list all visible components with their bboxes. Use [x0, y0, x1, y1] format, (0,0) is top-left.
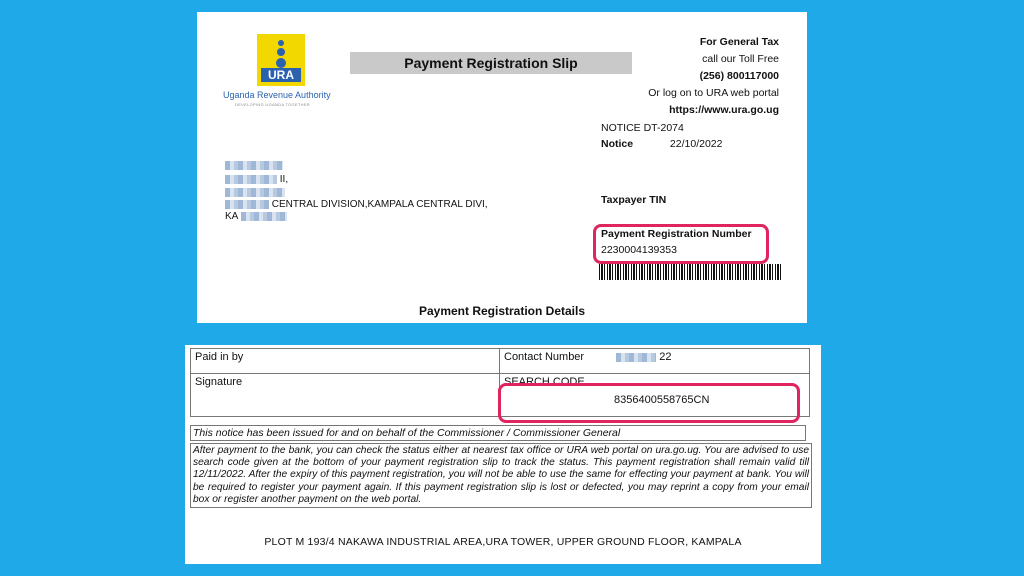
portal-url: https://www.ura.go.ug — [669, 104, 779, 116]
redacted-block — [225, 188, 285, 197]
contact-number-cell — [500, 349, 810, 374]
notice-code: NOTICE DT-2074 — [601, 122, 684, 134]
search-code-highlight — [498, 383, 800, 423]
details-title: Payment Registration Details — [418, 304, 586, 318]
search-code-label: SEARCH CODE — [504, 376, 585, 388]
taxpayer-tin-label: Taxpayer TIN — [601, 194, 667, 206]
redacted-block — [225, 161, 283, 170]
contact-line4: Or log on to URA web portal — [648, 87, 779, 99]
notice-label: Notice — [601, 138, 634, 150]
registration-details — [185, 345, 821, 564]
signature-label: Signature — [191, 374, 500, 417]
contact-line2: call our Toll Free — [702, 53, 779, 65]
table-row — [191, 349, 810, 374]
notice-date-row — [601, 138, 722, 150]
slip-title: Payment Registration Slip — [350, 52, 632, 74]
address-line-1 — [225, 160, 283, 171]
logo-text: URA — [261, 68, 301, 82]
toll-free-number: (256) 800117000 — [699, 70, 779, 82]
redacted-block — [241, 212, 287, 221]
redacted-block — [225, 175, 277, 184]
registration-slip-header — [197, 12, 807, 323]
prn-label: Payment Registration Number — [601, 228, 752, 240]
notice-date: 22/10/2022 — [669, 138, 723, 150]
address-line-3 — [225, 187, 285, 198]
redacted-block — [616, 353, 656, 362]
barcode — [599, 264, 781, 280]
notice-statement: This notice has been issued for and on behalf of the Commissioner / Commissioner General — [190, 425, 806, 441]
footer-address: PLOT M 193/4 NAKAWA INDUSTRIAL AREA,URA TOWER, UPPER GROUND FLOOR, KAMPALA — [264, 536, 742, 548]
ura-logo — [223, 34, 343, 114]
contact-info — [648, 34, 779, 119]
search-code-value: 8356400558765CN — [614, 394, 710, 406]
redacted-block — [225, 200, 269, 209]
address-line-4: CENTRAL DIVISION,KAMPALA CENTRAL DIVI, — [225, 199, 488, 210]
payment-instructions: After payment to the bank, you can check the status either at nearest tax office or URA web portal on ura.go.ug. You are advised to use search code given at the bottom of your payment registration slip to track the status. This payment registration shall remain valid till 12/11/2022. After the expiry of this payment registration, you will not be able to use the same for effecting your payment at bank. You will be required to register your payment again. If this payment registration slip is lost or defected, you may reprint a copy from your email box or register another payment on the web portal. — [190, 443, 812, 508]
org-tagline: DEVELOPING UGANDA TOGETHER — [235, 102, 311, 107]
prn-value: 2230004139353 — [601, 244, 677, 256]
contact-number-label: Contact Number — [504, 351, 585, 363]
logo-mark — [257, 34, 305, 86]
contact-line1: For General Tax — [699, 36, 779, 48]
address-line-2: II, — [225, 174, 288, 185]
org-name: Uganda Revenue Authority — [223, 90, 331, 100]
address-line-5: KA — [225, 211, 287, 222]
paid-in-by-label: Paid in by — [191, 349, 500, 374]
contact-number-suffix: 22 — [659, 351, 672, 363]
